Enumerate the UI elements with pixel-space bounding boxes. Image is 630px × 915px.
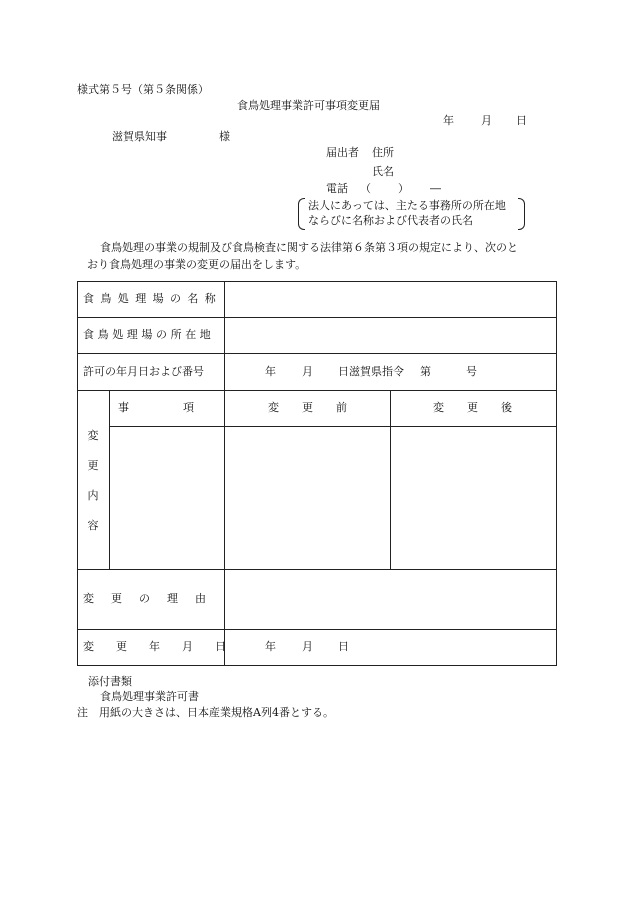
label-facility-location: 食鳥処理場の所在地 — [83, 328, 215, 341]
form-number: 様式第５号（第５条関係） — [77, 83, 209, 96]
table-border-left — [77, 281, 78, 666]
table-border-top — [77, 281, 557, 282]
corporate-note — [298, 198, 525, 230]
address-label: 住所 — [372, 146, 394, 159]
change-date-year: 年 — [265, 640, 276, 653]
permit-go: 号 — [466, 365, 477, 378]
date-month-label: 月 — [481, 114, 492, 127]
table-line — [109, 390, 110, 569]
body-text-line2: おり食鳥処理の事業の変更の届出をします。 — [87, 258, 307, 271]
change-date-day: 日 — [338, 640, 349, 653]
col-header-item: 事 項 — [118, 401, 196, 414]
table-line — [77, 629, 557, 630]
body-text-line1: 食鳥処理の事業の規制及び食鳥検査に関する法律第６条第３項の規定により、次のと — [100, 241, 518, 254]
change-table — [77, 281, 557, 666]
phone-open-paren: （ — [360, 182, 371, 195]
table-line — [77, 569, 557, 570]
name-label: 氏名 — [372, 165, 394, 178]
attachment-item: 食鳥処理事業許可書 — [100, 690, 199, 703]
label-facility-name-text: 食鳥処理場の名称 — [83, 292, 223, 305]
label-change-date: 変 更 年 月 日 — [83, 640, 232, 653]
change-date-month: 月 — [302, 640, 313, 653]
label-change-reason: 変 更 の 理 由 — [83, 592, 209, 605]
permit-dai: 第 — [420, 365, 431, 378]
table-line — [109, 426, 557, 427]
attachments-label: 添付書類 — [88, 675, 132, 688]
change-contents-char: 更 — [87, 459, 99, 472]
notifier-label: 届出者 — [326, 146, 359, 159]
table-border-bottom — [77, 665, 557, 666]
table-border-right — [556, 281, 557, 666]
corporate-note-line1: 法人にあっては、主たる事務所の所在地 — [308, 199, 506, 212]
addressee: 滋賀県知事 — [112, 130, 167, 143]
permit-year: 年 — [265, 365, 276, 378]
table-label-divider — [224, 281, 225, 666]
table-line — [390, 390, 391, 569]
label-facility-name — [83, 292, 223, 306]
change-contents-char: 内 — [87, 489, 99, 502]
change-contents-label — [86, 429, 100, 549]
table-line — [77, 317, 557, 318]
date-year-label: 年 — [443, 114, 454, 127]
permit-day-pref: 日滋賀県指令 — [338, 365, 404, 378]
paper-size-note: 注 用紙の大きさは、日本産業規格A列4番とする。 — [77, 706, 334, 719]
form-title: 食鳥処理事業許可事項変更届 — [237, 99, 380, 112]
col-header-after: 変 更 後 — [433, 401, 518, 414]
phone-close-paren: ） — [398, 182, 409, 195]
label-permit-date-number: 許可の年月日および番号 — [83, 365, 204, 378]
table-line — [77, 353, 557, 354]
table-line — [77, 390, 557, 391]
corporate-note-line2: ならびに名称および代表者の氏名 — [308, 214, 473, 227]
change-contents-char: 容 — [87, 519, 99, 532]
right-bracket — [518, 198, 525, 230]
phone-dash: ― — [430, 182, 441, 195]
col-header-before: 変 更 前 — [268, 401, 353, 414]
change-contents-char: 変 — [87, 429, 99, 442]
left-bracket — [298, 198, 305, 230]
phone-label: 電話 — [326, 182, 348, 195]
permit-month: 月 — [302, 365, 313, 378]
date-day-label: 日 — [516, 114, 527, 127]
addressee-honorific: 様 — [219, 130, 230, 143]
